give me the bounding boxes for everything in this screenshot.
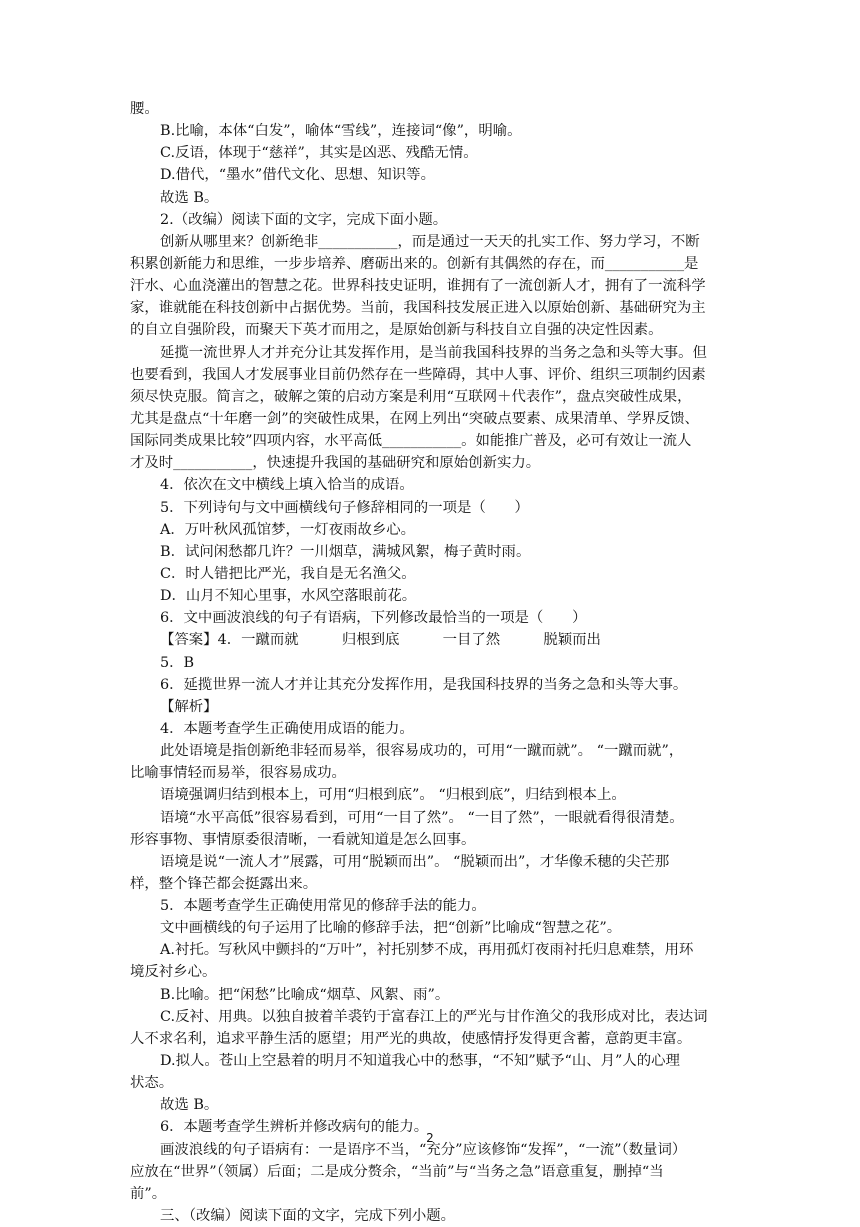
- body-text: [130, 98, 730, 1227]
- text-line: 国际同类成果比较”四项内容，水平高低___________。如能推广普及，必可有效让一流人: [130, 433, 692, 450]
- text-line: 前”。: [130, 1185, 167, 1202]
- text-line: C.反衬、用典。以独自披着羊裘钓于富春江上的严光与甘作渔父的我形成对比，表达词: [160, 1008, 708, 1025]
- text-line: 故选 B。: [160, 1097, 219, 1114]
- text-line: 【解析】: [160, 698, 218, 715]
- text-line: 语境“水平高低”很容易看到，可用“一目了然”。 “一目了然”，一眼就看得很清楚。: [160, 809, 684, 826]
- text-line: 须尽快克服。简言之，破解之策的启动方案是利用“互联网＋代表作”，盘点突破性成果，: [130, 388, 692, 405]
- text-line: C．时人错把比严光，我自是无名渔父。: [160, 565, 416, 582]
- text-line: 积累创新能力和思维，一步步培养、磨砺出来的。创新有其偶然的存在，而___________是: [130, 255, 699, 272]
- text-line: 延揽一流世界人才并充分让其发挥作用，是当前我国科技界的当务之急和头等大事。但: [160, 344, 707, 361]
- text-line: B．试问闲愁都几许？一川烟草，满城风絮，梅子黄时雨。: [160, 543, 531, 560]
- page-number: 2: [426, 1131, 434, 1145]
- text-line: 样，整个锋芒都会挺露出来。: [130, 875, 318, 892]
- text-line: 6．延揽世界一流人才并让其充分发挥作用，是我国科技界的当务之急和头等大事。: [160, 676, 688, 693]
- text-line: 文中画横线的句子运用了比喻的修辞手法，把“创新”比喻成“智慧之花”。: [160, 920, 622, 937]
- text-line: 故选 B。: [160, 189, 219, 206]
- text-line: 【答案】4．一蹴而就 归根到底 一目了然 脱颖而出: [160, 632, 601, 649]
- text-line: A.衬托。写秋风中颤抖的“万叶”，衬托别梦不成，再用孤灯夜雨衬托归息难禁，用环: [160, 942, 694, 959]
- text-line: 5．下列诗句与文中画横线句子修辞相同的一项是（ ）: [160, 499, 529, 516]
- text-line: C.反语，体现于“慈祥”，其实是凶恶、残酷无情。: [160, 145, 478, 162]
- text-line: 尤其是盘点“十年磨一剑”的突破性成果，在网上列出“突破点要素、成果清单、学界反馈、: [130, 410, 699, 427]
- text-line: 形容事物、事情原委很清晰，一看就知道是怎么回事。: [130, 831, 476, 848]
- text-line: 5．B: [160, 654, 195, 671]
- text-line: 境反衬乡心。: [130, 964, 217, 981]
- text-line: 5．本题考查学生正确使用常见的修辞手法的能力。: [160, 898, 486, 915]
- text-line: B.比喻。把“闲愁”比喻成“烟草、风絮、雨”。: [160, 986, 450, 1003]
- text-line: 也要看到，我国人才发展事业目前仍然存在一些障碍，其中人事、评价、组织三项制约因素: [130, 366, 706, 383]
- text-line: 4．本题考查学生正确使用成语的能力。: [160, 720, 414, 737]
- text-line: 创新从哪里来？创新绝非___________，而是通过一天天的扎实工作、努力学习，不断: [160, 233, 700, 250]
- text-line: 应放在“世界”（领属）后面；二是成分赘余，“当前”与“当务之急”语意重复，删掉“当: [130, 1163, 664, 1180]
- text-line: A．万叶秋风孤馆梦，一灯夜雨故乡心。: [160, 521, 416, 538]
- text-line: 2.（改编）阅读下面的文字，完成下面小题。: [160, 211, 448, 228]
- text-line: 语境是说“一流人才”展露，可用“脱颖而出”。 “脱颖而出”，才华像禾穗的尖芒那: [160, 853, 670, 870]
- text-line: D.借代，“墨水”借代文化、思想、知识等。: [160, 167, 435, 184]
- text-line: 画波浪线的句子语病有：一是语序不当，“充分”应该修饰“发挥”，“一流”（数量词）: [160, 1141, 687, 1158]
- text-line: D.拟人。苍山上空悬着的明月不知道我心中的愁事，“不知”赋予“山、月”人的心理: [160, 1053, 680, 1070]
- text-line: 4．依次在文中横线上填入恰当的成语。: [160, 477, 414, 494]
- text-line: 语境强调归结到根本上，可用“归根到底”。 “归根到底”，归结到根本上。: [160, 787, 626, 804]
- text-line: 才及时___________，快速提升我国的基础研究和原始创新实力。: [130, 455, 541, 472]
- text-line: 此处语境是指创新绝非轻而易举，很容易成功的，可用“一蹴而就”。 “一蹴而就”，: [160, 743, 684, 760]
- text-line: 人不求名利，追求平静生活的愿望；用严光的典故，使感情抒发得更含蓄，意韵更丰富。: [130, 1030, 692, 1047]
- text-line: 家，谁就能在科技创新中占据优势。当前，我国科技发展正进入以原始创新、基础研究为主: [130, 300, 706, 317]
- text-line: 比喻事情轻而易举，很容易成功。: [130, 765, 346, 782]
- text-line: 6．文中画波浪线的句子有语病，下列修改最恰当的一项是（ ）: [160, 610, 587, 627]
- text-line: 腰。: [130, 101, 159, 117]
- text-line: 6．本题考查学生辨析并修改病句的能力。: [160, 1119, 429, 1136]
- text-line: 状态。: [130, 1075, 174, 1092]
- text-line: B.比喻，本体“白发”，喻体“雪线”，连接词“像”，明喻。: [160, 123, 522, 140]
- text-line: 的自立自强阶段，而聚天下英才而用之，是原始创新与科技自立自强的决定性因素。: [130, 322, 663, 339]
- text-line: D．山月不知心里事，水风空落眼前花。: [160, 588, 417, 605]
- text-line: 三、（改编）阅读下面的文字，完成下列小题。: [160, 1208, 456, 1225]
- text-line: 汗水、心血浇灌出的智慧之花。世界科技史证明，谁拥有了一流创新人才，拥有了一流科学: [130, 278, 706, 295]
